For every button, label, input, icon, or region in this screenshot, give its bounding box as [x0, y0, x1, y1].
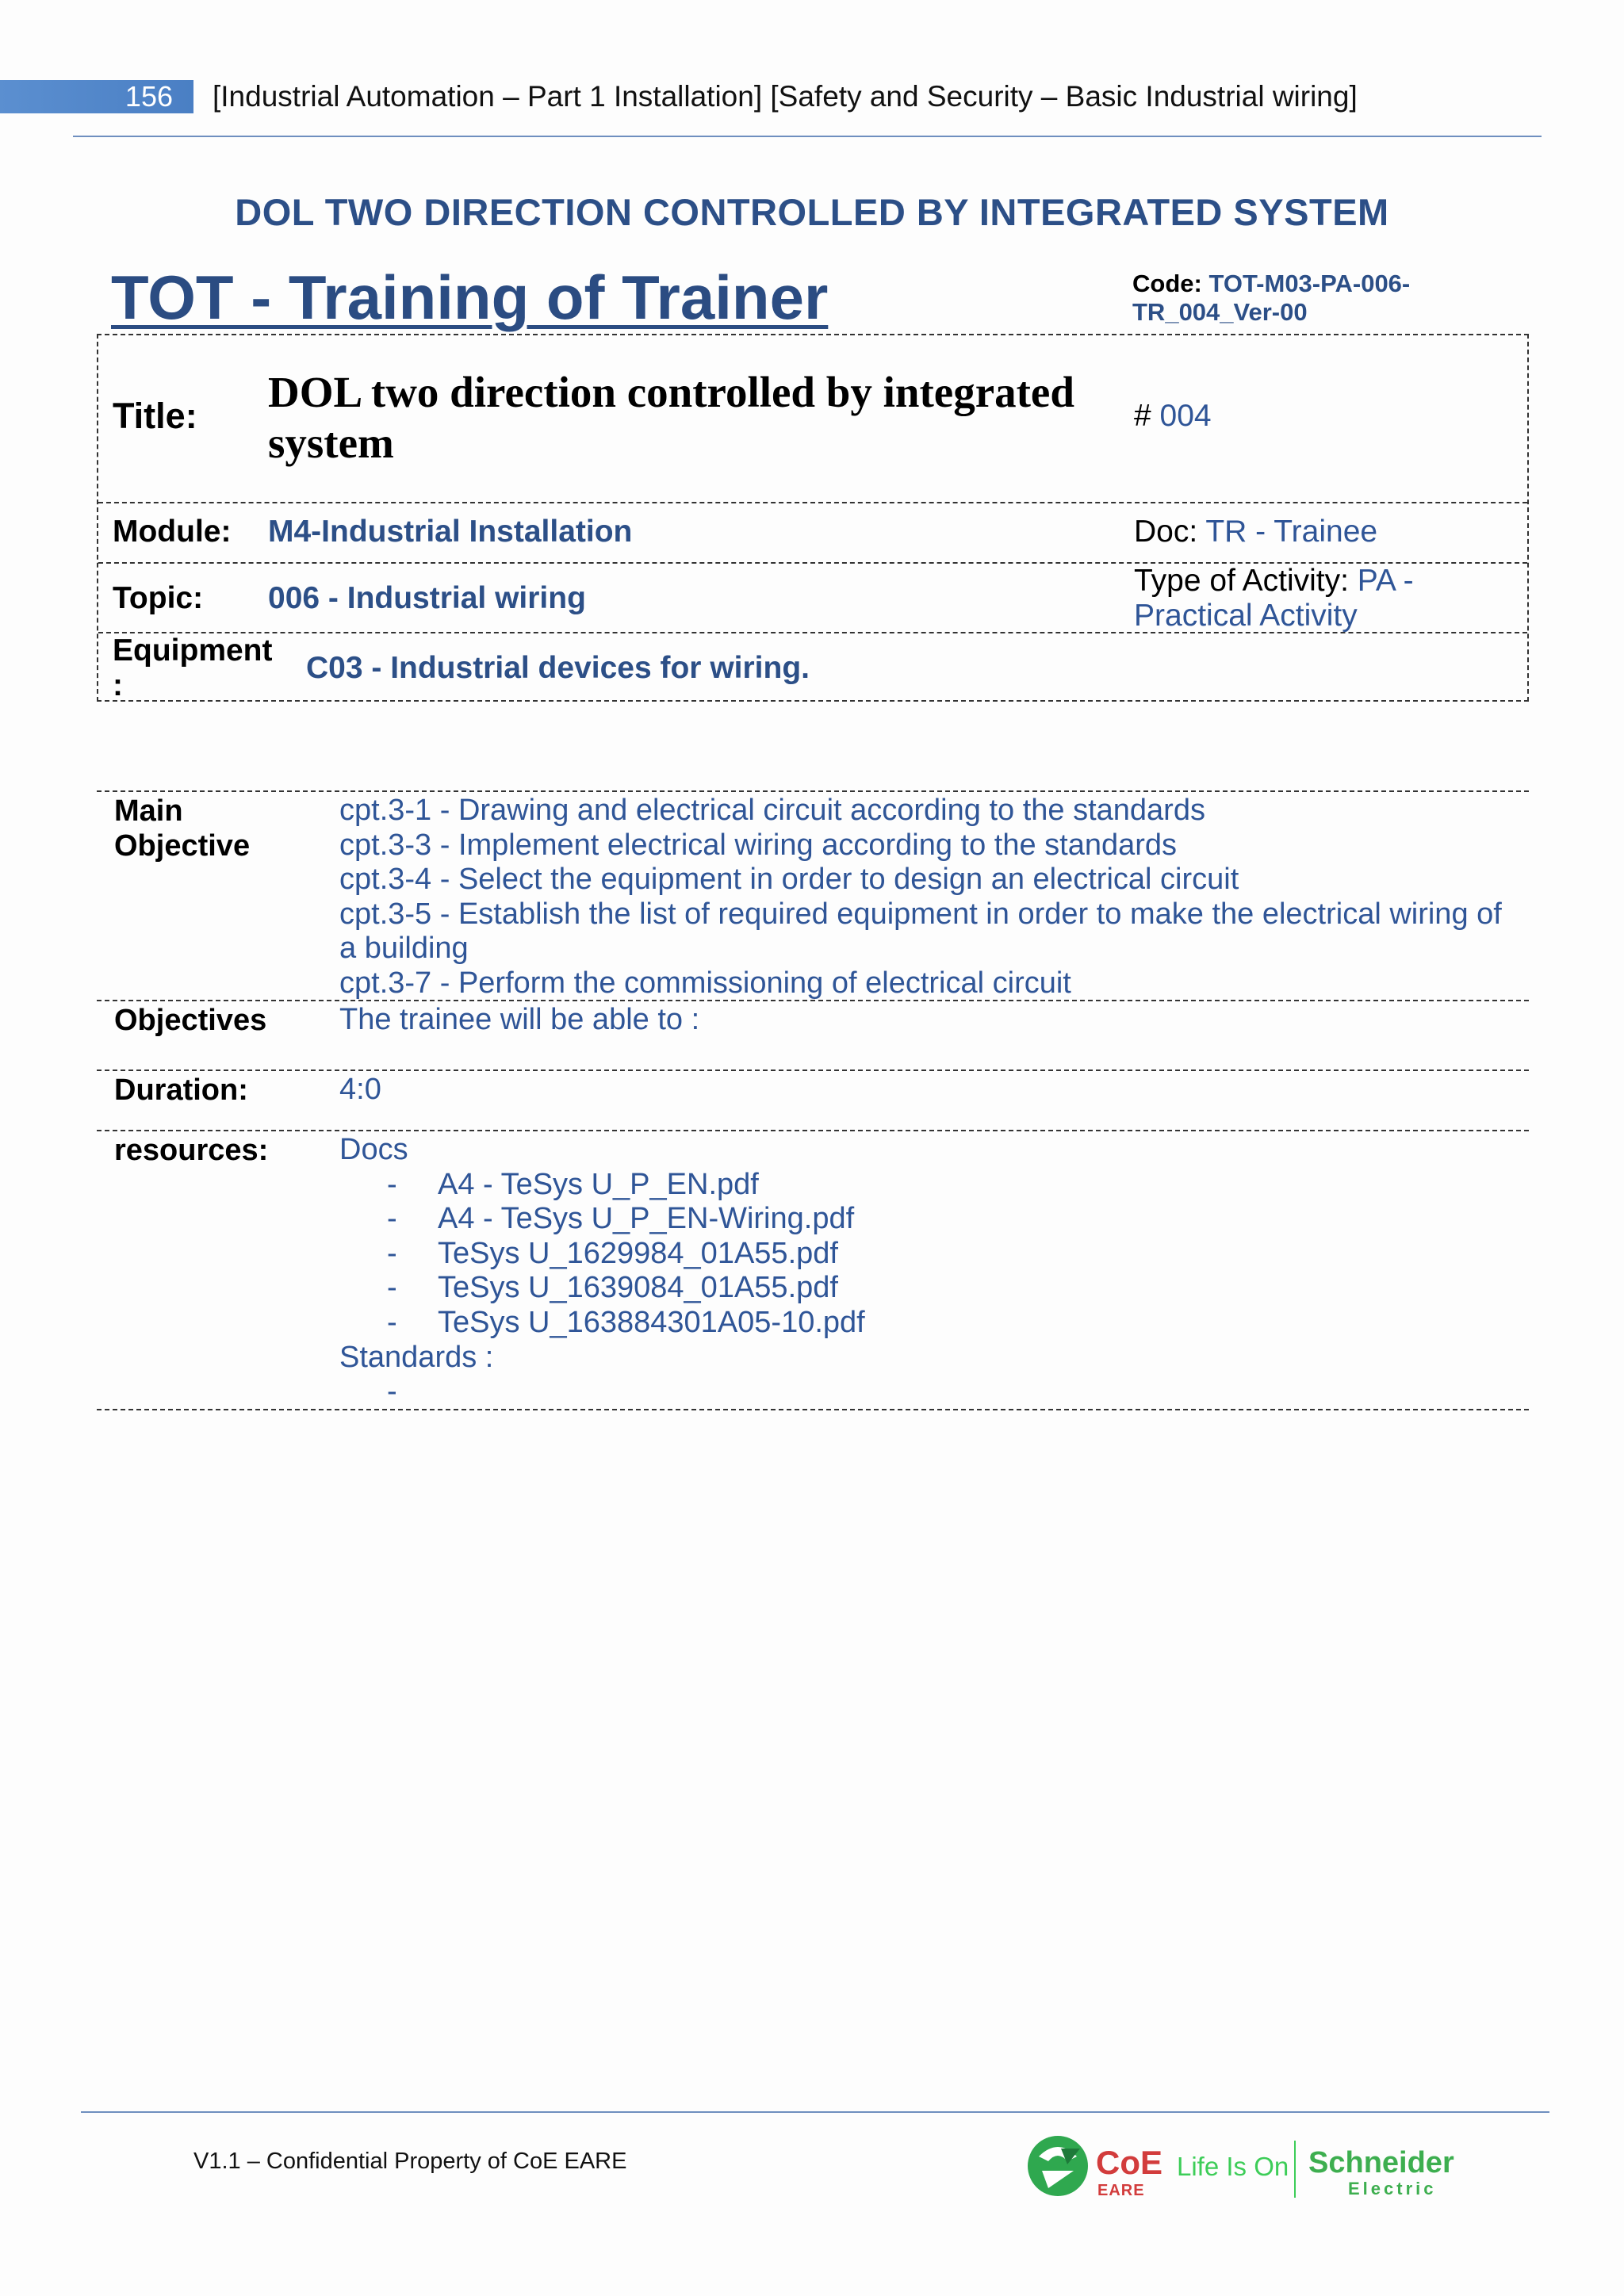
objectives-row	[97, 1000, 1529, 1070]
life-is-on-logo: Life Is On	[1177, 2152, 1289, 2181]
schneider-logo-text: Schneider	[1308, 2146, 1454, 2179]
activity-number	[1134, 399, 1212, 434]
duration-label: Duration:	[114, 1073, 248, 1107]
code-block	[1132, 270, 1410, 327]
main-objective-item: cpt.3-4 - Select the equipment in order to design an electrical circuit	[339, 863, 1239, 897]
activity-type-cell	[1134, 564, 1414, 633]
doc-label: Doc:	[1134, 515, 1198, 549]
doc-filename: TeSys U_163884301A05-10.pdf	[438, 1305, 865, 1339]
bullet-dash: -	[387, 1305, 397, 1339]
equipment-label-2: :	[113, 668, 123, 702]
doc-filename: A4 - TeSys U_P_EN.pdf	[438, 1167, 759, 1201]
title-row	[98, 335, 1527, 503]
code-value-1: TOT-M03-PA-006-	[1208, 270, 1411, 297]
main-objective-label	[114, 794, 250, 863]
doc-filename: TeSys U_1629984_01A55.pdf	[438, 1236, 838, 1270]
header-divider	[73, 136, 1542, 137]
doc-filename: TeSys U_1639084_01A55.pdf	[438, 1271, 838, 1305]
module-row	[98, 503, 1527, 564]
topic-label: Topic:	[113, 581, 204, 615]
main-objective-list	[339, 794, 1513, 1001]
coe-logo-icon	[1025, 2133, 1091, 2199]
code-label: Code:	[1132, 270, 1202, 297]
duration-row	[97, 1070, 1529, 1130]
topic-value: 006 - Industrial wiring	[268, 581, 586, 615]
table-bottom-divider	[97, 1409, 1529, 1410]
equipment-label-1: Equipment	[113, 633, 273, 668]
doc-filename: A4 - TeSys U_P_EN-Wiring.pdf	[438, 1202, 855, 1236]
main-label-2: Objective	[114, 829, 251, 863]
doc-item	[339, 1202, 1513, 1237]
bullet-dash: -	[387, 1202, 397, 1236]
main-label-1: Main	[114, 794, 183, 828]
standards-item	[339, 1375, 1513, 1410]
bullet-dash: -	[387, 1375, 397, 1409]
title-label: Title:	[113, 396, 197, 436]
objectives-text: The trainee will be able to :	[339, 1003, 700, 1036]
resources-row	[97, 1130, 1529, 1409]
title-value: DOL two direction controlled by integrated system	[268, 368, 1074, 467]
duration-value: 4:0	[339, 1073, 381, 1106]
bullet-dash: -	[387, 1271, 397, 1305]
footer-divider	[81, 2111, 1549, 2113]
main-objective-item: cpt.3-1 - Drawing and electrical circuit according to the standards	[339, 794, 1205, 827]
doc-item	[339, 1271, 1513, 1306]
standards-label: Standards :	[339, 1340, 494, 1374]
doc-cell	[1134, 515, 1377, 549]
coe-logo-text: CoE	[1096, 2144, 1162, 2181]
code-value-2: TR_004_Ver-00	[1132, 298, 1308, 326]
eare-logo-text: EARE	[1097, 2182, 1145, 2199]
equipment-row	[98, 633, 1527, 703]
bullet-dash: -	[387, 1167, 397, 1201]
number-value: 004	[1159, 399, 1212, 433]
equipment-label	[113, 633, 273, 703]
logo-separator	[1294, 2141, 1296, 2198]
objectives-label: Objectives	[114, 1004, 267, 1037]
footer-text: V1.1 – Confidential Property of CoE EARE	[193, 2149, 627, 2174]
main-objective-row	[97, 790, 1529, 1000]
electric-logo-text: Electric	[1348, 2179, 1437, 2198]
number-prefix: #	[1134, 399, 1151, 433]
info-table	[97, 334, 1529, 702]
main-objective-item: cpt.3-3 - Implement electrical wiring according to the standards	[339, 828, 1178, 862]
main-objective-item: cpt.3-7 - Perform the commissioning of electrical circuit	[339, 966, 1071, 1000]
topic-row	[98, 564, 1527, 633]
activity-label: Type of Activity:	[1134, 564, 1349, 598]
running-header: [Industrial Automation – Part 1 Installation] [Safety and Security – Basic Industrial wiring]	[213, 80, 1358, 113]
resources-list	[339, 1133, 1513, 1410]
doc-value: TR - Trainee	[1205, 515, 1378, 549]
activity-value-1: PA -	[1357, 564, 1414, 598]
tot-title: TOT - Training of Trainer	[111, 262, 829, 332]
activity-value-2: Practical Activity	[1134, 599, 1358, 633]
doc-item	[339, 1306, 1513, 1341]
docs-label: Docs	[339, 1133, 408, 1166]
page-number: 156	[0, 80, 193, 113]
equipment-value: C03 - Industrial devices for wiring.	[306, 651, 810, 685]
main-objective-item: cpt.3-5 - Establish the list of required equipment in order to make the electrical wiring of a building	[339, 897, 1502, 966]
document-heading: DOL TWO DIRECTION CONTROLLED BY INTEGRATED SYSTEM	[235, 191, 1389, 233]
module-label: Module:	[113, 515, 232, 549]
doc-item	[339, 1237, 1513, 1272]
resources-label: resources:	[114, 1134, 269, 1167]
bullet-dash: -	[387, 1236, 397, 1270]
doc-item	[339, 1168, 1513, 1203]
module-value: M4-Industrial Installation	[268, 515, 633, 549]
